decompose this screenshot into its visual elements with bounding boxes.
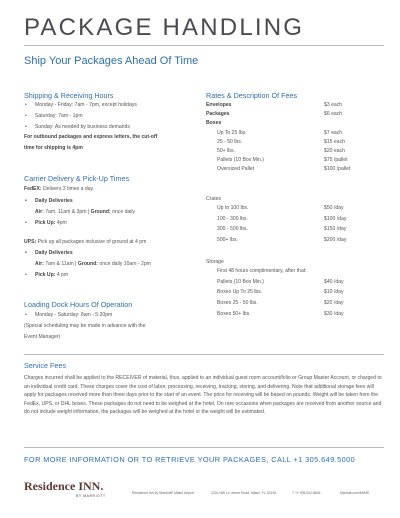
receiving-note: For outbound packages and express letters, the cut-off — [24, 134, 158, 140]
dock-hours: • Monday - Saturday: 8am - 5:30pm — [35, 312, 112, 318]
page-title: PACKAGE HANDLING — [24, 14, 305, 41]
rate-row-packages: Packages $6 each — [206, 111, 343, 118]
ups-air-ground: Air: 7am & 11am | Ground: once daily 10am - 2pm — [35, 261, 151, 267]
rate-row-box: Pallets (10 Box Min.) $75 /pallet — [217, 157, 348, 164]
service-fees-heading: Service Fees — [24, 361, 66, 370]
fedex-line: FedEX: Delivers 3 times a day — [24, 186, 94, 192]
dock-note: (Special scheduling may be made in advance with the — [24, 323, 146, 329]
page-subtitle: Ship Your Packages Ahead Of Time — [24, 55, 199, 67]
dock-note: Event Manager) — [24, 334, 61, 340]
rate-row-boxes-label: Boxes — [206, 120, 222, 127]
rates-heading: Rates & Description Of Fees — [206, 91, 298, 100]
rate-row-crate: 300 - 500 lbs. $150 /day — [217, 226, 347, 233]
residence-inn-logo — [24, 479, 106, 498]
dock-heading: Loading Dock Hours Of Operation — [24, 300, 133, 309]
fedex-air-ground: Air: 7am, 11am & 3pm | Ground: once daily — [35, 209, 136, 215]
footer-website[interactable]: Marriott.com/MIARI — [340, 491, 370, 495]
receiving-note: time for shipping is 4pm — [24, 145, 83, 151]
footer-hotel-name: Residence Inn by Marriott® Miami Airport — [132, 491, 194, 495]
ups-pickup: • Pick Up: 4 pm — [35, 272, 68, 278]
logo-wordmark: Residence INN. — [24, 479, 104, 493]
ups-line: UPS: Pick up all packages inclusive of ground at 4 pm — [24, 239, 147, 245]
rate-row-box: Oversized Pallet $100 /pallet — [217, 166, 351, 173]
rates-top-table — [206, 102, 386, 176]
service-fees-text: Charges incurred shall be applied to the RECEIVER of material, thus, applied to an individual guest room account/folio or Group Master Account, or charged to an individual credit card. These charges cover the cost of labor, processing, receiving, tracking, storing, and delivering. Note that additional storage fees will apply for packages received more than three days prior to the start of an event. The price for receiving will be based on pounds. Weight will be taken from the FedEx, UPS, or DHL boxes. These packages do not need to be weighed at the hotel. On rare occasions when packages are received from another source and do not include weight information, the packages will be weighed at the hotel or the weight will be estimated. — [24, 375, 382, 416]
receiving-item: • Monday - Friday: 7am - 7pm, except holidays — [35, 102, 137, 108]
carrier-heading: Carrier Delivery & Pick-Up Times — [24, 174, 130, 183]
receiving-item: • Saturday: 7am - 1pm — [35, 113, 83, 119]
rate-row-storage: Boxes 50+ lbs. $30 /day — [217, 310, 344, 317]
fedex-pickup: • Pick Up: 4pm — [35, 220, 67, 226]
cta-divider — [24, 447, 384, 448]
rate-row-storage-label: Storage — [206, 259, 224, 265]
title-divider — [24, 45, 384, 46]
fedex-daily-deliveries: • Daily Deliveries — [35, 198, 73, 204]
rate-row-crate: 100 - 300 lbs. $100 /day — [217, 215, 347, 222]
receiving-heading: Shipping & Receiving Hours — [24, 91, 114, 100]
rate-row-crate: 500+ lbs. $200 /day — [217, 236, 347, 243]
rate-row-storage: Boxes Up To 25 lbs. $10 /day — [217, 289, 344, 296]
rate-row-box: Up To 25 lbs. $7 each — [217, 129, 343, 136]
crates-table — [206, 196, 386, 248]
rate-row-storage: Pallets (10 Box Min.) $40 /day — [217, 278, 344, 285]
footer-phone: T +1 305.642.8844 — [292, 491, 321, 495]
rate-row-box: 50+ lbs. $20 each — [217, 147, 345, 154]
rate-row-crate: Up to 100 lbs. $50 /day — [217, 205, 344, 212]
rate-row-envelopes: Envelopes $3 each — [206, 102, 343, 108]
rate-row-box: 25 - 50 lbs. $15 each — [217, 138, 345, 145]
ups-daily-deliveries: • Daily Deliveries — [35, 250, 73, 256]
footer-address: 1201 NW Le Jeune Road, Miami, FL 33126 — [211, 491, 277, 495]
rate-row-storage: Boxes 25 - 50 lbs. $20 /day — [217, 299, 344, 306]
storage-note: First 48 hours complimentary, after that: — [217, 268, 307, 275]
rate-row-crates-label: Crates — [206, 196, 222, 202]
contact-call-to-action: FOR MORE INFORMATION OR TO RETRIEVE YOUR PACKAGES, CALL +1 305.649.5000 — [24, 455, 356, 464]
section-divider — [24, 354, 384, 355]
logo-subtext: BY MARRIOTT — [76, 494, 106, 498]
receiving-item: • Sunday: As needed by business demands — [35, 124, 130, 130]
storage-table — [206, 259, 386, 321]
